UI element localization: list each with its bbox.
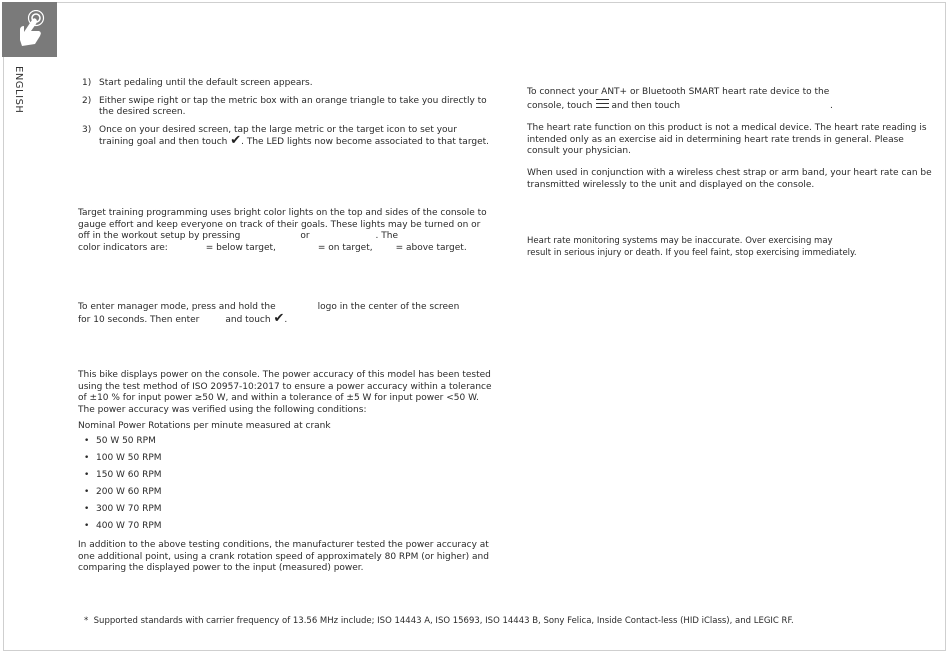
step-item: 2) Either swipe right or tap the metric box with an orange triangle to take you directly to the desired screen. — [82, 95, 487, 117]
power-accuracy-paragraph: This bike displays power on the console. The power accuracy of this model has been tested using the test method of ISO 20957-10:2017 to ensure a power accuracy within a tolerance of ±10 % for input power ≥50 W, and within a tolerance of ±5 W for input power <50 W. The power accuracy was verified using the following conditions: — [78, 370, 492, 415]
heart-rate-connect-paragraph: To connect your ANT+ or Bluetooth SMART heart rate device to the console, touch and then touch . — [527, 87, 833, 111]
heart-rate-medical-notice: The heart rate function on this product is not a medical device. The heart rate reading is intended only as an exercise aid in determining heart rate trends in general. Please consult your physician. — [527, 123, 927, 156]
power-conditions-list — [82, 436, 162, 538]
list-item: • 300 W 70 RPM — [84, 504, 162, 514]
checkmark-icon: ✔ — [230, 133, 242, 148]
menu-icon — [596, 99, 609, 109]
touch-tab — [2, 2, 57, 57]
setup-steps — [82, 78, 492, 155]
step-item: 3) Once on your desired screen, tap the large metric or the target icon to set your training goal and then touch ✔. The LED lights now become associated to that target. — [82, 124, 489, 148]
heart-rate-wireless-paragraph: When used in conjunction with a wireless chest strap or arm band, your heart rate can be transmitted wirelessly to the unit and displayed on the console. — [527, 168, 932, 190]
additional-testing-paragraph: In addition to the above testing conditions, the manufacturer tested the power accuracy at one additional point, using a crank rotation speed of approximately 80 RPM (or higher) and comparing the displayed power to the input (measured) power. — [78, 540, 489, 573]
target-training-paragraph: Target training programming uses bright color lights on the top and sides of the console to gauge effort and keep everyone on track of their goals. These lights may be turned on or off in the workout setup by pressing or . The color indicators are: = below target, = on target, = above target. — [78, 208, 487, 253]
checkmark-icon: ✔ — [273, 310, 285, 326]
language-label: ENGLISH — [13, 66, 24, 114]
list-item: • 150 W 60 RPM — [84, 470, 162, 480]
list-item: • 100 W 50 RPM — [84, 453, 162, 463]
step-item: 1) Start pedaling until the default screen appears. — [82, 78, 313, 88]
manager-mode-paragraph: To enter manager mode, press and hold the logo in the center of the screen for 10 seconds. Then enter and touch ✔. — [78, 302, 460, 326]
power-conditions-heading: Nominal Power Rotations per minute measured at crank — [78, 421, 331, 431]
list-item: • 200 W 60 RPM — [84, 487, 162, 497]
list-item: • 400 W 70 RPM — [84, 521, 162, 531]
heart-rate-warning: Heart rate monitoring systems may be inaccurate. Over exercising may result in serious injury or death. If you feel faint, stop exercising immediately. — [527, 236, 857, 258]
list-item: • 50 W 50 RPM — [84, 436, 156, 446]
footnote: * Supported standards with carrier frequency of 13.56 MHz include; ISO 14443 A, ISO 15693, ISO 14443 B, Sony Felica, Inside Contact-less (HID iClass), and LEGIC RF. — [84, 616, 794, 626]
touch-hand-icon — [12, 10, 48, 48]
